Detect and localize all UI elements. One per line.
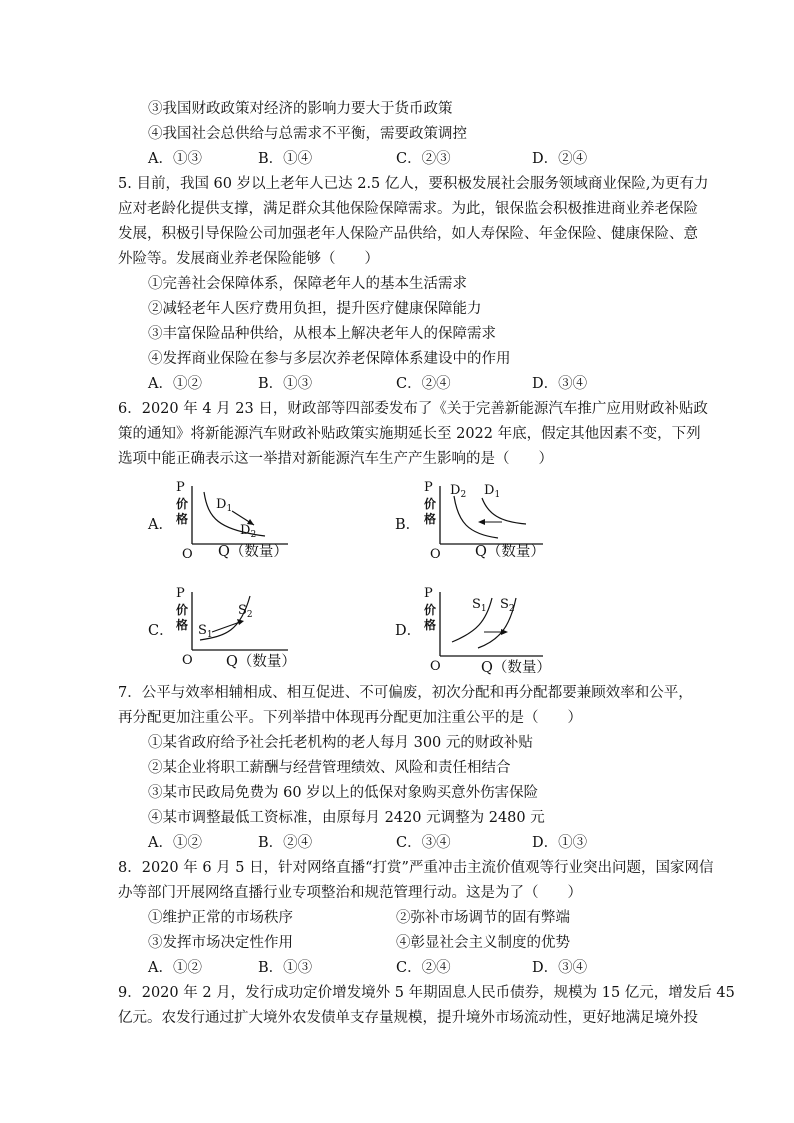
q5-option-a[interactable]: A．①② (148, 376, 202, 392)
curve-label-s2: $S_2$ (238, 603, 253, 620)
q8-stem-line: 8．2020 年 6 月 5 日，针对网络直播“打赏”严重冲击主流价值观等行业突出问题，国家网信 (118, 860, 714, 876)
axis-p-word: 价 (424, 603, 437, 617)
origin-label: O (182, 653, 193, 668)
q7-statement-1: ①某省政府给予社会托老机构的老人每月 300 元的财政补贴 (148, 735, 533, 751)
q6-graph-a-label[interactable]: A． (148, 517, 173, 533)
q4-option-d[interactable]: D．②④ (532, 151, 588, 167)
axis-p-word: 价 (176, 603, 189, 617)
q7-stem-line: 再分配更加注重公平。下列举措中体现再分配更加注重公平的是（ ） (118, 710, 582, 726)
q6-graph-d-axis-q: Q（数量） (481, 660, 551, 676)
curve-label-d2: $D_2$ (450, 483, 467, 500)
q8-stem-line: 办等部门开展网络直播行业专项整治和规范管理行动。这是为了（ ） (118, 885, 582, 901)
q8-option-b[interactable]: B．①③ (258, 960, 313, 976)
q5-stem-line: 应对老龄化提供支撑，满足群众其他保险保障需求。为此，银保监会积极推进商业养老保险 (118, 201, 698, 217)
q4-option-b[interactable]: B．①④ (258, 151, 313, 167)
q4-statement-4: ④我国社会总供给与总需求不平衡，需要政策调控 (148, 126, 467, 142)
q6-graph-c-label[interactable]: C． (148, 623, 174, 639)
axis-p-word: 格 (176, 618, 189, 632)
q7-statement-2: ②某企业将职工薪酬与经营管理绩效、风险和责任相结合 (148, 760, 511, 776)
shift-arrow (212, 622, 240, 632)
q7-statement-3: ③某市民政局免费为 60 岁以上的低保对象购买意外伤害保险 (148, 785, 539, 801)
demand-curve-d2 (454, 496, 498, 538)
axis-p-word: 价 (424, 497, 437, 511)
origin-label: O (430, 547, 441, 562)
q4-statement-3: ③我国财政政策对经济的影响力要大于货币政策 (148, 101, 453, 117)
q5-statement-2: ②减轻老年人医疗费用负担，提升医疗健康保障能力 (148, 301, 482, 317)
q6-graph-b-axis-q: Q（数量） (475, 544, 545, 560)
q6-graph-a-axis-q: Q（数量） (218, 544, 288, 560)
q8-option-c[interactable]: C．②④ (396, 960, 451, 976)
q6-graph-d-label[interactable]: D． (395, 623, 422, 639)
arrow-head (501, 629, 508, 635)
axis-p-label: P (424, 586, 433, 601)
q6-graph-c-axis-q: Q（数量） (226, 654, 296, 670)
q8-statement-2: ②弥补市场调节的固有弊端 (396, 910, 570, 926)
q5-stem-line: 发展，积极引导保险公司加强老年人保险产品供给，如人寿保险、年金保险、健康保险、意 (118, 226, 698, 242)
q5-statement-4: ④发挥商业保险在参与多层次养老保障体系建设中的作用 (148, 351, 511, 367)
arrow-head (478, 519, 485, 525)
q5-stem-line: 外险等。发展商业养老保险能够（ ） (118, 251, 379, 267)
demand-curve-d1 (482, 498, 526, 524)
q5-statement-3: ③丰富保险品种供给，从根本上解决老年人的保障需求 (148, 326, 496, 342)
q5-option-d[interactable]: D．③④ (532, 376, 588, 392)
curve-label-s2: $S_2$ (500, 597, 515, 614)
q7-statement-4: ④某市调整最低工资标准，由原每月 2420 元调整为 2480 元 (148, 810, 545, 826)
q8-option-d[interactable]: D．③④ (532, 960, 588, 976)
q8-statement-3: ③发挥市场决定性作用 (148, 935, 293, 951)
q7-option-a[interactable]: A．①② (148, 835, 202, 851)
origin-label: O (182, 547, 193, 562)
q5-statement-1: ①完善社会保障体系，保障老年人的基本生活需求 (148, 276, 467, 292)
curve-label-d1: $D_1$ (216, 497, 233, 514)
q4-option-c[interactable]: C．②③ (396, 151, 451, 167)
axis-p-word: 格 (424, 512, 437, 526)
q4-option-a[interactable]: A．①③ (148, 151, 202, 167)
origin-label: O (430, 659, 441, 674)
q5-option-b[interactable]: B．①③ (258, 376, 313, 392)
q7-option-d[interactable]: D．①③ (532, 835, 588, 851)
q7-stem-line: 7．公平与效率相辅相成、相互促进、不可偏废，初次分配和再分配都要兼顾效率和公平， (118, 685, 693, 701)
q6-stem-line: 6．2020 年 4 月 23 日，财政部等四部委发布了《关于完善新能源汽车推广应用财政补贴政 (118, 401, 708, 417)
curve-label-s1: $S_1$ (198, 623, 213, 640)
q7-option-b[interactable]: B．②④ (258, 835, 313, 851)
axis-p-label: P (424, 480, 433, 495)
q8-statement-4: ④彰显社会主义制度的优势 (396, 935, 570, 951)
q9-stem-line: 9．2020 年 2 月，发行成功定价增发境外 5 年期固息人民币债券，规模为 15 亿元，增发后 45 (118, 985, 735, 1001)
q5-stem-line: 5. 目前，我国 60 岁以上老年人已达 2.5 亿人，要积极发展社会服务领域商业保险,为更有力 (118, 176, 709, 192)
q8-statement-1: ①维护正常的市场秩序 (148, 910, 293, 926)
axis-p-word: 格 (424, 618, 437, 632)
curve-label-d2: $D_2$ (240, 523, 257, 540)
q6-graph-b-label[interactable]: B． (395, 517, 421, 533)
axis-p-label: P (176, 586, 185, 601)
q7-option-c[interactable]: C．③④ (396, 835, 451, 851)
axis-p-word: 格 (176, 512, 189, 526)
curve-label-s1: $S_1$ (472, 597, 487, 614)
curve-label-d1: $D_1$ (484, 483, 501, 500)
q6-stem-line: 策的通知》将新能源汽车财政补贴政策实施期延长至 2022 年底，假定其他因素不变，下列 (118, 426, 701, 442)
q8-option-a[interactable]: A．①② (148, 960, 202, 976)
axis-p-word: 价 (176, 497, 189, 511)
q6-stem-line: 选项中能正确表示这一举措对新能源汽车生产产生影响的是（ ） (118, 451, 553, 467)
q5-option-c[interactable]: C．②④ (396, 376, 451, 392)
axis-p-label: P (176, 480, 185, 495)
q9-stem-line: 亿元。农发行通过扩大境外农发债单支存量规模，提升境外市场流动性，更好地满足境外投 (118, 1010, 698, 1026)
